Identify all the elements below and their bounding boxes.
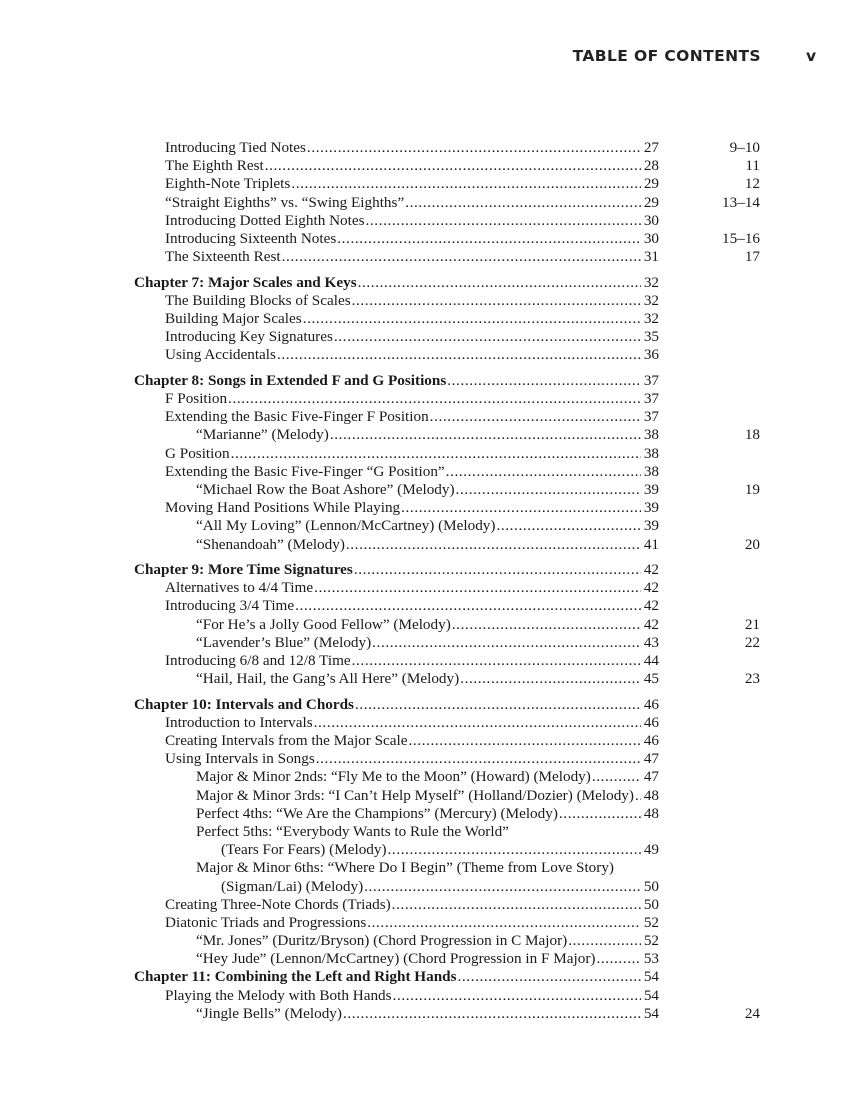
toc-page-number: 50 bbox=[643, 895, 659, 913]
toc-entry-title: Diatonic Triads and Progressions bbox=[165, 913, 367, 931]
toc-entry-line bbox=[165, 346, 659, 364]
dot-leader bbox=[460, 670, 641, 688]
dot-leader bbox=[330, 426, 641, 444]
toc-page-number: 32 bbox=[643, 309, 659, 327]
toc-entry-title: Perfect 5ths: “Everybody Wants to Rule the World” bbox=[196, 822, 509, 840]
toc-page-number: 29 bbox=[643, 175, 659, 193]
toc-entry bbox=[0, 445, 864, 463]
toc-page-number: 38 bbox=[643, 426, 659, 444]
audio-track-number: 20 bbox=[744, 535, 760, 553]
toc-chapter-heading bbox=[0, 274, 864, 292]
dot-leader bbox=[635, 787, 641, 805]
toc-entry-title: “For He’s a Jolly Good Fellow” (Melody) bbox=[196, 615, 451, 633]
toc-entry-line bbox=[165, 139, 659, 157]
toc-entry-line bbox=[165, 750, 659, 768]
dot-leader bbox=[352, 292, 641, 310]
toc-page-number: 35 bbox=[643, 328, 659, 346]
toc-page-number: 30 bbox=[643, 211, 659, 229]
toc-entry-line bbox=[165, 230, 659, 248]
toc-entry-line bbox=[165, 914, 659, 932]
toc-page-number: 38 bbox=[643, 462, 659, 480]
toc-entry-line bbox=[165, 310, 659, 328]
toc-entry-line bbox=[165, 499, 659, 517]
toc-entry-line bbox=[196, 1005, 659, 1023]
page-number: v bbox=[806, 47, 817, 65]
toc-entry-title: Creating Intervals from the Major Scale bbox=[165, 732, 408, 749]
running-head-title: TABLE OF CONTENTS bbox=[572, 47, 761, 65]
toc-entry-title: Building Major Scales bbox=[165, 309, 302, 327]
dot-leader bbox=[282, 248, 641, 266]
toc-entry bbox=[0, 463, 864, 481]
dot-leader bbox=[458, 968, 641, 986]
toc-entry bbox=[0, 346, 864, 364]
toc-entry-title: Moving Hand Positions While Playing bbox=[165, 499, 401, 517]
toc-entry-title: Chapter 8: Songs in Extended F and G Positions bbox=[134, 371, 447, 389]
toc-entry bbox=[0, 950, 864, 968]
toc-entry-title: “Marianne” (Melody) bbox=[196, 426, 329, 444]
toc-entry-title: Creating Three-Note Chords (Triads) bbox=[165, 895, 391, 913]
toc-page-number: 32 bbox=[643, 273, 659, 291]
toc-entry-line bbox=[165, 579, 659, 597]
dot-leader bbox=[496, 517, 641, 535]
toc-entry-line bbox=[134, 274, 659, 292]
dot-leader bbox=[568, 932, 641, 950]
toc-entry-line bbox=[165, 987, 659, 1005]
dot-leader bbox=[314, 714, 641, 732]
toc-entry-title: Alternatives to 4/4 Time bbox=[165, 579, 314, 597]
toc-entry-title: Chapter 9: More Time Signatures bbox=[134, 561, 353, 579]
toc-entry-line bbox=[196, 426, 659, 444]
toc-entry-line bbox=[165, 896, 659, 914]
toc-entry bbox=[0, 670, 864, 688]
toc-entry-line bbox=[196, 634, 659, 652]
toc-entry-title: (Tears For Fears) (Melody) bbox=[221, 841, 387, 859]
dot-leader bbox=[393, 987, 641, 1005]
toc-entry-title: “Hey Jude” (Lennon/McCartney) (Chord Progression in F Major) bbox=[196, 950, 596, 968]
toc-entry-line bbox=[196, 616, 659, 634]
toc-entry bbox=[0, 932, 864, 950]
toc-page-number: 43 bbox=[643, 633, 659, 651]
dot-leader bbox=[388, 841, 641, 859]
audio-track-number: 22 bbox=[744, 633, 760, 651]
toc-entry bbox=[0, 805, 864, 823]
toc-entry-title: F Position bbox=[165, 390, 228, 408]
toc-page-number: 50 bbox=[643, 877, 659, 895]
toc-entry bbox=[0, 292, 864, 310]
toc-page-number: 54 bbox=[643, 1004, 659, 1022]
toc-entry-line bbox=[134, 561, 659, 579]
toc-entry-title: Major & Minor 6ths: “Where Do I Begin” (Theme from Love Story) bbox=[196, 859, 614, 877]
toc-entry-line bbox=[165, 194, 659, 212]
toc-entry-title: (Sigman/Lai) (Melody) bbox=[221, 877, 364, 895]
toc-entry-title: “Straight Eighths” vs. “Swing Eighths” bbox=[165, 193, 405, 211]
toc-entry-line bbox=[196, 932, 659, 950]
toc-page-number: 36 bbox=[643, 346, 659, 364]
toc-entry-title: The Sixteenth Rest bbox=[165, 248, 281, 266]
toc-entry-line bbox=[221, 841, 659, 859]
toc-page-number: 47 bbox=[643, 768, 659, 786]
dot-leader bbox=[452, 616, 641, 634]
dot-leader bbox=[354, 561, 641, 579]
dot-leader bbox=[401, 499, 641, 517]
toc-entry bbox=[0, 914, 864, 932]
toc-entry bbox=[0, 750, 864, 768]
toc-page-number: 49 bbox=[643, 841, 659, 859]
toc-page-number: 54 bbox=[643, 986, 659, 1004]
toc-page-number: 52 bbox=[643, 913, 659, 931]
dot-leader bbox=[355, 696, 641, 714]
toc-entry-line bbox=[165, 157, 659, 175]
toc-page-number: 48 bbox=[643, 786, 659, 804]
toc-entry bbox=[0, 212, 864, 230]
toc-entry bbox=[0, 732, 864, 750]
toc-page-number: 28 bbox=[643, 157, 659, 175]
toc-entry-title: Chapter 7: Major Scales and Keys bbox=[134, 273, 357, 291]
toc-entry-line bbox=[196, 768, 659, 786]
dot-leader bbox=[367, 914, 641, 932]
toc-page-number: 48 bbox=[643, 804, 659, 822]
toc-entry-title: Extending the Basic Five-Finger “G Position” bbox=[165, 462, 445, 480]
toc-entry-title: The Eighth Rest bbox=[165, 157, 264, 175]
toc-entry-line bbox=[196, 536, 659, 554]
toc-page-number: 39 bbox=[643, 517, 659, 535]
toc-entry-title: Playing the Melody with Both Hands bbox=[165, 986, 392, 1004]
toc-entry-title: Major & Minor 2nds: “Fly Me to the Moon” (Howard) (Melody) bbox=[196, 768, 591, 786]
dot-leader bbox=[334, 328, 641, 346]
toc-entry bbox=[0, 878, 864, 896]
toc-entry bbox=[0, 194, 864, 212]
toc-entry-line bbox=[196, 950, 659, 968]
toc-entry bbox=[0, 987, 864, 1005]
toc-page-number: 42 bbox=[643, 597, 659, 615]
audio-track-number: 24 bbox=[744, 1004, 760, 1022]
toc-entry bbox=[0, 390, 864, 408]
toc-chapter-heading bbox=[0, 561, 864, 579]
toc-entry bbox=[0, 859, 864, 877]
audio-track-number: 18 bbox=[744, 426, 760, 444]
toc-entry bbox=[0, 787, 864, 805]
toc-entry bbox=[0, 1005, 864, 1023]
dot-leader bbox=[314, 579, 641, 597]
toc-entry-title: “Jingle Bells” (Melody) bbox=[196, 1004, 342, 1022]
dot-leader bbox=[364, 878, 641, 896]
toc-page-number: 44 bbox=[643, 651, 659, 669]
toc-entry bbox=[0, 248, 864, 266]
audio-track-number: 9–10 bbox=[729, 139, 760, 156]
toc-entry bbox=[0, 310, 864, 328]
dot-leader bbox=[559, 805, 641, 823]
toc-entry bbox=[0, 426, 864, 444]
dot-leader bbox=[447, 372, 641, 390]
toc-page-number: 42 bbox=[643, 561, 659, 579]
toc-entry bbox=[0, 175, 864, 193]
toc-page-number: 37 bbox=[643, 371, 659, 389]
dot-leader bbox=[337, 230, 641, 248]
toc-chapter-heading bbox=[0, 968, 864, 986]
toc-entry-line bbox=[165, 175, 659, 193]
toc-entry-title: Eighth-Note Triplets bbox=[165, 175, 291, 193]
dot-leader bbox=[307, 139, 641, 157]
table-of-contents bbox=[0, 139, 864, 1023]
toc-chapter-heading bbox=[0, 696, 864, 714]
dot-leader bbox=[446, 463, 641, 481]
toc-entry-title: Introduction to Intervals bbox=[165, 713, 313, 731]
audio-track-number: 11 bbox=[745, 157, 760, 175]
toc-entry-line bbox=[134, 372, 659, 390]
dot-leader bbox=[352, 652, 641, 670]
toc-entry-line bbox=[196, 481, 659, 499]
toc-page-number: 46 bbox=[643, 732, 659, 749]
toc-entry-line bbox=[196, 670, 659, 688]
dot-leader bbox=[592, 768, 641, 786]
toc-entry bbox=[0, 768, 864, 786]
toc-entry bbox=[0, 634, 864, 652]
toc-page-number: 31 bbox=[643, 248, 659, 266]
audio-track-number: 13–14 bbox=[722, 193, 760, 211]
toc-entry bbox=[0, 328, 864, 346]
toc-entry bbox=[0, 597, 864, 615]
toc-entry bbox=[0, 652, 864, 670]
toc-page-number: 54 bbox=[643, 968, 659, 986]
dot-leader bbox=[430, 408, 641, 426]
toc-entry bbox=[0, 517, 864, 535]
toc-entry-line bbox=[196, 805, 659, 823]
toc-page-number: 32 bbox=[643, 291, 659, 309]
audio-track-number: 17 bbox=[744, 248, 760, 266]
toc-entry-title: Introducing Sixteenth Notes bbox=[165, 229, 337, 247]
toc-entry-title: Major & Minor 3rds: “I Can’t Help Myself” (Holland/Dozier) (Melody) bbox=[196, 786, 634, 804]
toc-entry-line bbox=[165, 248, 659, 266]
dot-leader bbox=[277, 346, 641, 364]
toc-page-number: 41 bbox=[643, 535, 659, 553]
toc-entry-title: “All My Loving” (Lennon/McCartney) (Melody) bbox=[196, 517, 496, 535]
audio-track-number: 23 bbox=[744, 670, 760, 688]
toc-entry-title: Introducing Dotted Eighth Notes bbox=[165, 211, 365, 229]
toc-entry-title: Chapter 11: Combining the Left and Right Hands bbox=[134, 968, 457, 986]
audio-track-number: 19 bbox=[744, 480, 760, 498]
toc-entry-title: The Building Blocks of Scales bbox=[165, 291, 351, 309]
dot-leader bbox=[303, 310, 641, 328]
toc-entry bbox=[0, 616, 864, 634]
toc-entry-line bbox=[196, 787, 659, 805]
toc-entry-line bbox=[165, 597, 659, 615]
dot-leader bbox=[295, 597, 641, 615]
toc-page-number: 27 bbox=[643, 139, 659, 156]
toc-entry-line bbox=[165, 652, 659, 670]
dot-leader bbox=[405, 194, 641, 212]
toc-entry-title: Introducing Tied Notes bbox=[165, 139, 306, 156]
toc-entry-title: Introducing Key Signatures bbox=[165, 328, 333, 346]
dot-leader bbox=[409, 732, 642, 750]
toc-entry bbox=[0, 896, 864, 914]
toc-entry-title: “Hail, Hail, the Gang’s All Here” (Melody) bbox=[196, 670, 460, 688]
toc-page-number: 45 bbox=[643, 670, 659, 688]
dot-leader bbox=[596, 950, 641, 968]
toc-page-number: 46 bbox=[643, 695, 659, 713]
toc-entry-line bbox=[165, 212, 659, 230]
toc-page-number: 46 bbox=[643, 713, 659, 731]
toc-entry-line bbox=[134, 696, 659, 714]
toc-entry-title: “Mr. Jones” (Duritz/Bryson) (Chord Progression in C Major) bbox=[196, 932, 568, 950]
toc-entry-line bbox=[165, 445, 659, 463]
toc-entry-line bbox=[165, 328, 659, 346]
page-header bbox=[0, 47, 864, 71]
toc-page-number: 39 bbox=[643, 480, 659, 498]
dot-leader bbox=[316, 750, 641, 768]
toc-page-number: 29 bbox=[643, 193, 659, 211]
toc-entry bbox=[0, 823, 864, 841]
toc-entry bbox=[0, 841, 864, 859]
audio-track-number: 12 bbox=[744, 175, 760, 193]
toc-page-number: 37 bbox=[643, 408, 659, 426]
toc-entry-title: “Lavender’s Blue” (Melody) bbox=[196, 633, 372, 651]
toc-page-number: 52 bbox=[643, 932, 659, 950]
toc-entry bbox=[0, 499, 864, 517]
toc-entry-line bbox=[165, 408, 659, 426]
toc-page-number: 39 bbox=[643, 499, 659, 517]
audio-track-number: 15–16 bbox=[722, 229, 760, 247]
toc-chapter-heading bbox=[0, 372, 864, 390]
audio-track-number: 21 bbox=[744, 615, 760, 633]
toc-entry bbox=[0, 481, 864, 499]
dot-leader bbox=[392, 896, 641, 914]
dot-leader bbox=[456, 481, 641, 499]
toc-entry-line bbox=[165, 390, 659, 408]
dot-leader bbox=[265, 157, 641, 175]
toc-entry-line bbox=[221, 878, 659, 896]
toc-entry bbox=[0, 139, 864, 157]
toc-entry-line bbox=[165, 732, 659, 750]
dot-leader bbox=[366, 212, 641, 230]
toc-entry-line bbox=[165, 714, 659, 732]
toc-entry-title: Introducing 3/4 Time bbox=[165, 597, 295, 615]
dot-leader bbox=[231, 445, 641, 463]
toc-entry-title: “Shenandoah” (Melody) bbox=[196, 535, 345, 553]
dot-leader bbox=[343, 1005, 641, 1023]
toc-page-number: 38 bbox=[643, 444, 659, 462]
toc-entry bbox=[0, 714, 864, 732]
dot-leader bbox=[291, 175, 641, 193]
toc-entry bbox=[0, 536, 864, 554]
toc-page-number: 42 bbox=[643, 579, 659, 597]
toc-page-number: 42 bbox=[643, 615, 659, 633]
toc-entry bbox=[0, 408, 864, 426]
dot-leader bbox=[372, 634, 641, 652]
toc-entry-line bbox=[134, 968, 659, 986]
toc-entry bbox=[0, 579, 864, 597]
toc-entry-title: “Michael Row the Boat Ashore” (Melody) bbox=[196, 480, 455, 498]
toc-entry-line bbox=[165, 292, 659, 310]
toc-entry-title: Perfect 4ths: “We Are the Champions” (Mercury) (Melody) bbox=[196, 804, 558, 822]
dot-leader bbox=[228, 390, 641, 408]
toc-entry-title: Using Accidentals bbox=[165, 346, 276, 364]
toc-entry-line bbox=[165, 463, 659, 481]
toc-entry-title: G Position bbox=[165, 444, 230, 462]
toc-entry-line bbox=[196, 517, 659, 535]
dot-leader bbox=[358, 274, 641, 292]
toc-page-number: 37 bbox=[643, 390, 659, 408]
toc-entry bbox=[0, 157, 864, 175]
toc-page-number: 30 bbox=[643, 229, 659, 247]
dot-leader bbox=[346, 536, 641, 554]
toc-entry bbox=[0, 230, 864, 248]
toc-entry-title: Extending the Basic Five-Finger F Position bbox=[165, 408, 429, 426]
toc-entry-title: Chapter 10: Intervals and Chords bbox=[134, 695, 354, 713]
toc-entry-title: Introducing 6/8 and 12/8 Time bbox=[165, 651, 351, 669]
toc-entry-title: Using Intervals in Songs bbox=[165, 750, 315, 768]
toc-page-number: 47 bbox=[643, 750, 659, 768]
toc-page-number: 53 bbox=[643, 950, 659, 968]
